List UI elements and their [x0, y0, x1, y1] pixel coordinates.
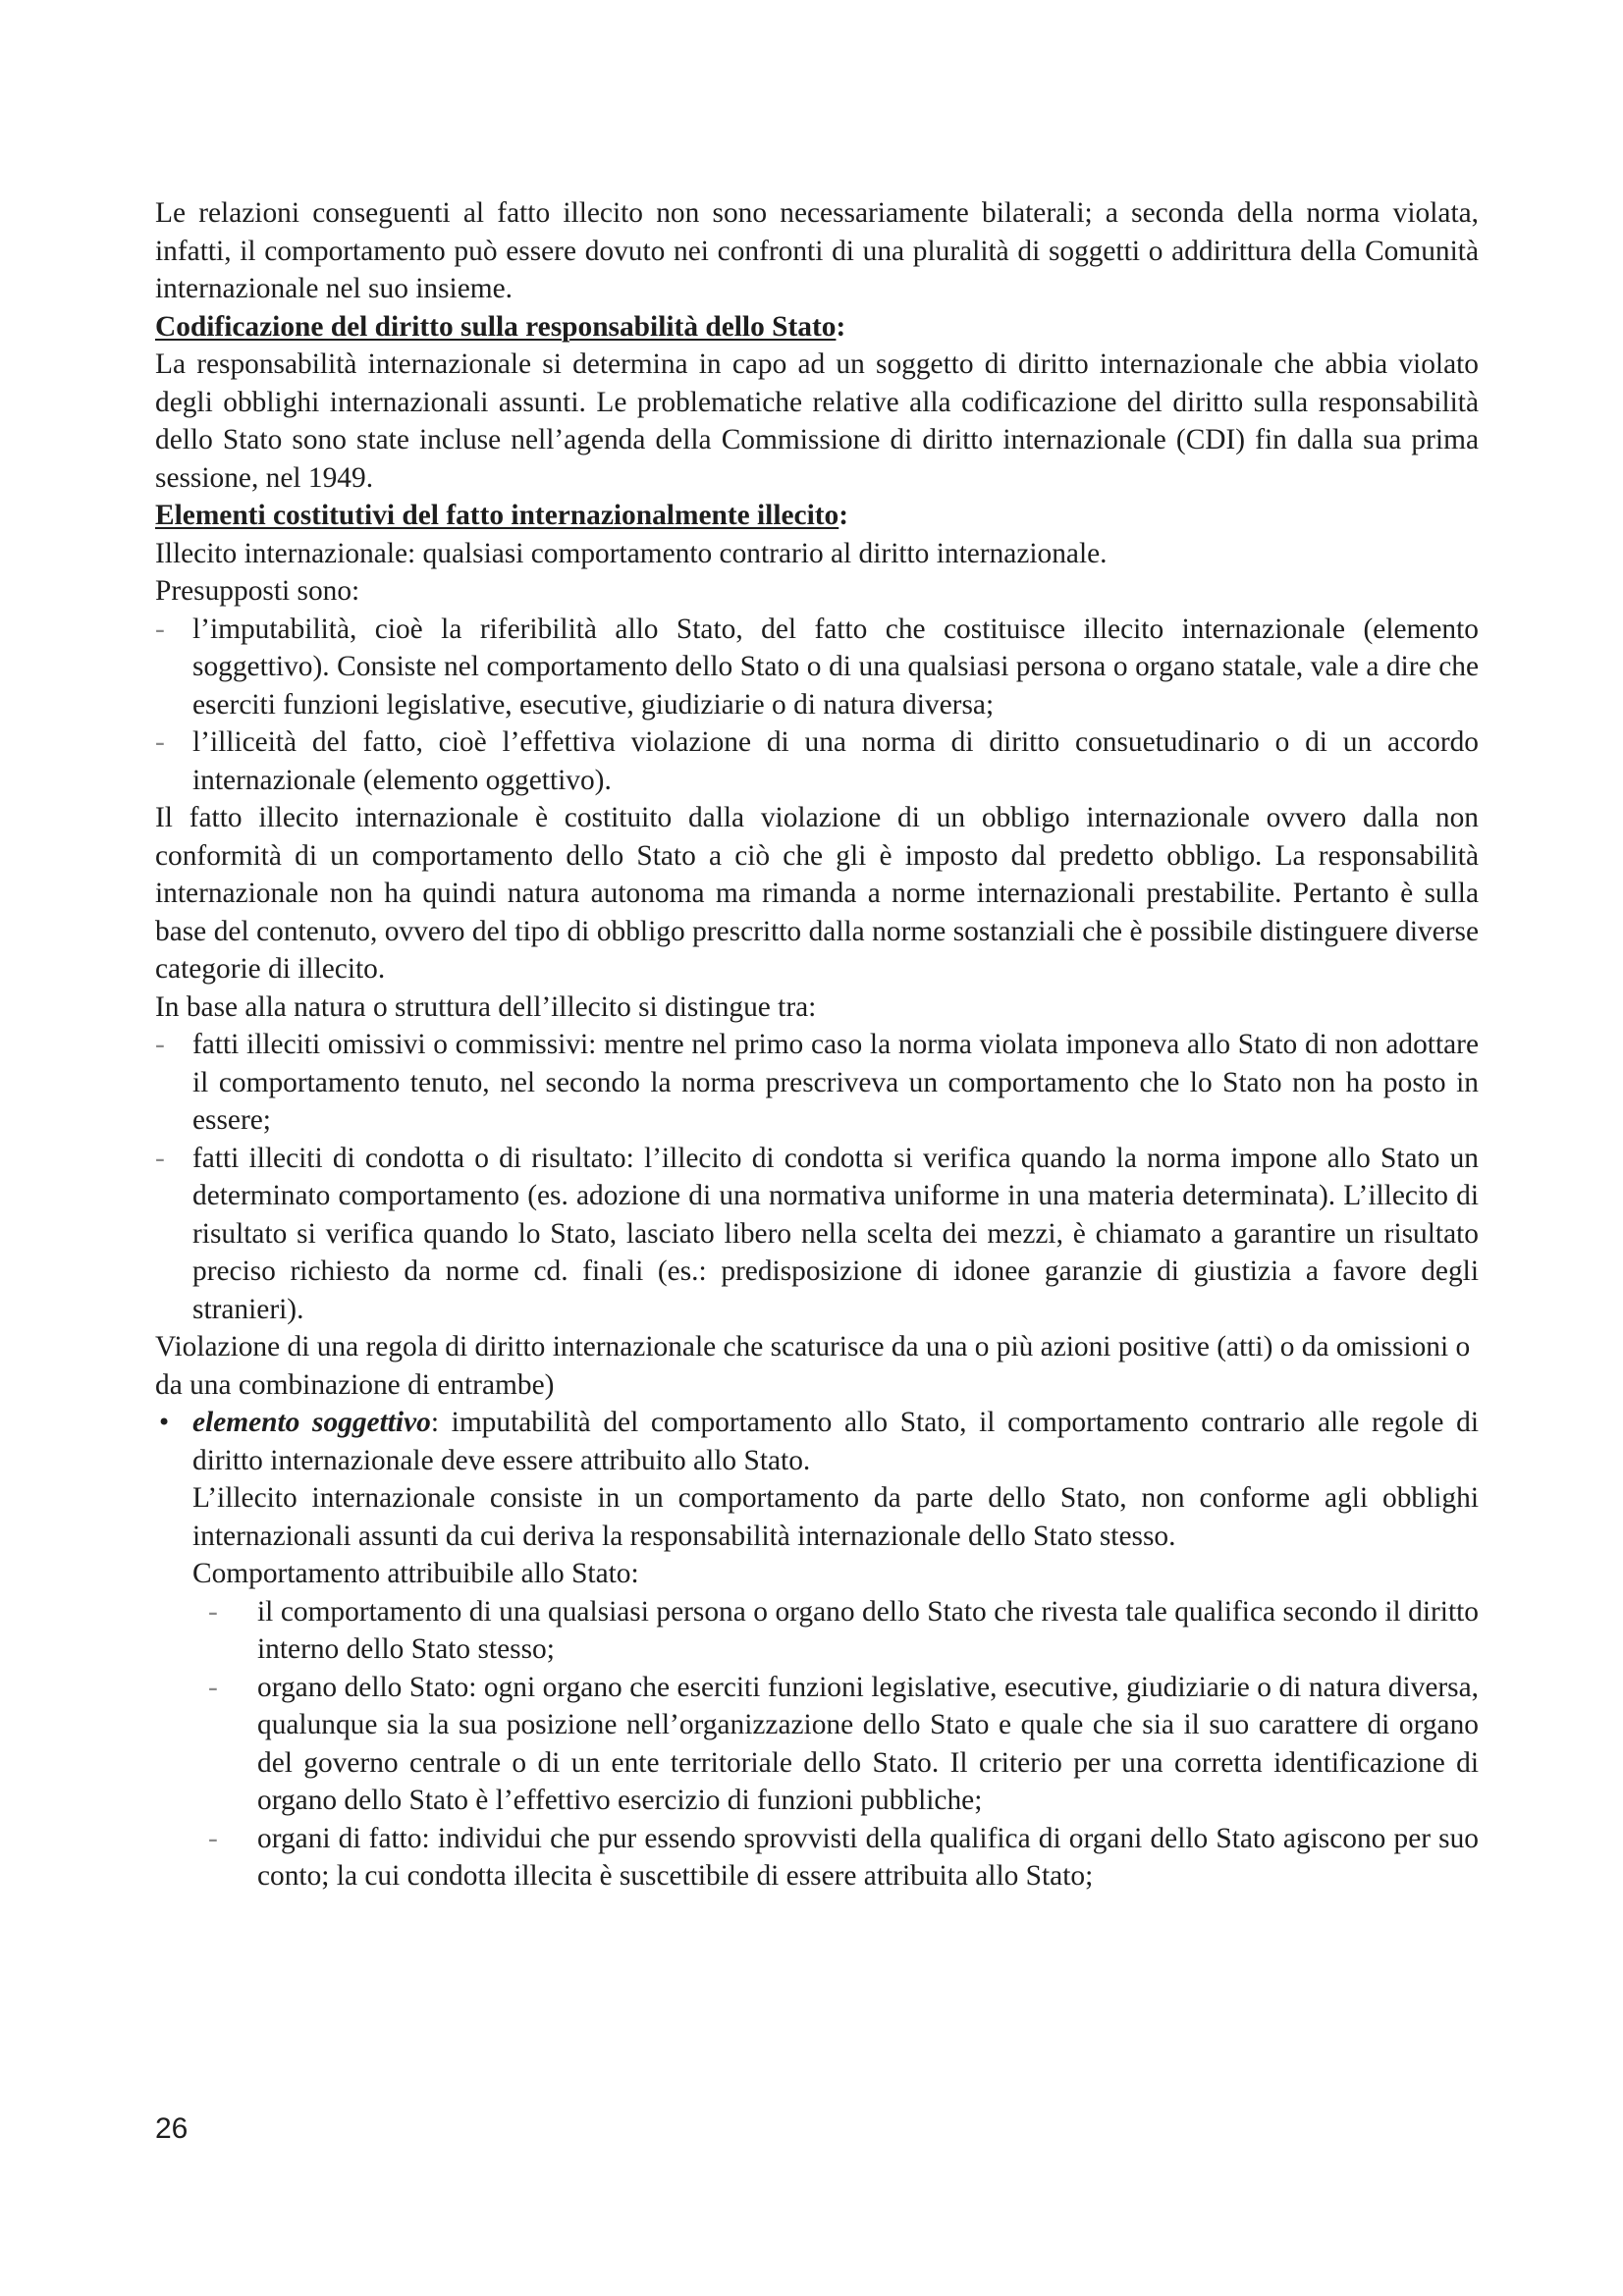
dash-marker: - [155, 1142, 165, 1174]
dash-marker: - [155, 613, 165, 645]
illecito-definition: Illecito internazionale: qualsiasi comportamento contrario al diritto internazionale. [155, 537, 1108, 569]
illecito-paragraph: Il fatto illecito internazionale è costituito dalla violazione di un obbligo internazionale ovvero dalla non conformità di un comportamento dello Stato a ciò che gli è imposto dal predetto obbligo. La responsabilità internazionale non ha quindi natura autonoma ma rimanda a norme internazionali prestabilite. Pertanto è sulla base del contenuto, ovvero del tipo di obbligo prescritto dalla norme sostanziali che è possibile distinguere diverse categorie di illecito. [155, 802, 1479, 985]
bullet-term: elemento soggettivo [192, 1407, 431, 1438]
dash-marker: - [155, 726, 165, 758]
section-heading-codification [155, 308, 1479, 347]
attributable-label: Comportamento attribuibile allo Stato: [192, 1558, 639, 1589]
sub-list-item [192, 1820, 1479, 1896]
sub-list-item [192, 1593, 1479, 1669]
dash-marker: - [208, 1822, 218, 1854]
sub-list-item-text: organo dello Stato: ogni organo che eserciti funzioni legislative, esecutive, giudiziarie o di natura diversa, qualunque sia la sua posizione nell’organizzazione dello Stato e quale che sia il suo carattere di organo del governo centrale o di un ente territoriale dello Stato. Il criterio per una corretta identificazione di organo dello Stato è l’effettivo esercizio di funzioni pubbliche; [257, 1671, 1479, 1816]
page-number: 26 [155, 2112, 189, 2145]
bullet-list-item [155, 1404, 1479, 1479]
sub-list-item [192, 1669, 1479, 1820]
distinction-label: In base alla natura o struttura dell’illecito si distingue tra: [155, 990, 817, 1023]
presupposti-label: Presupposti sono: [155, 575, 360, 607]
bullet-marker: • [157, 1409, 172, 1436]
section-heading-elements-text: Elementi costitutivi del fatto internazionalmente illecito [155, 500, 839, 531]
dash-marker: - [155, 1029, 165, 1060]
bullet-text: : imputabilità del comportamento allo Stato, il comportamento contrario alle regole di diritto internazionale deve essere attribuito allo Stato. [192, 1407, 1479, 1476]
list-item [155, 611, 1479, 724]
violation-paragraph: Violazione di una regola di diritto internazionale che scaturisce da una o più azioni positive (atti) o da omissioni o da una combinazione di entrambe) [155, 1331, 1471, 1401]
sub-list-item-text: il comportamento di una qualsiasi persona o organo dello Stato che rivesta tale qualifica secondo il diritto interno dello Stato stesso; [257, 1595, 1479, 1665]
list-item-text: fatti illeciti omissivi o commissivi: mentre nel primo caso la norma violata imponeva allo Stato di non adottare il comportamento tenuto, nel secondo la norma prescriveva un comportamento che lo Stato non ha posto in essere; [192, 1029, 1479, 1136]
heading-colon: : [839, 500, 849, 531]
intro-paragraph: Le relazioni conseguenti al fatto illecito non sono necessariamente bilaterali; a seconda della norma violata, infatti, il comportamento può essere dovuto nei confronti di una pluralità di soggetti o addirittura della Comunità internazionale nel suo insieme. [155, 197, 1479, 304]
list-item-text: l’illiceità del fatto, cioè l’effettiva violazione di una norma di diritto consuetudinario o di un accordo internazionale (elemento oggettivo). [192, 726, 1479, 796]
list-item [155, 1140, 1479, 1329]
dash-marker: - [208, 1671, 218, 1703]
list-item [155, 723, 1479, 799]
sub-list-item-text: organi di fatto: individui che pur essendo sprovvisti della qualifica di organi dello Stato agiscono per suo conto; la cui condotta illecita è suscettibile di essere attribuita allo Stato; [257, 1822, 1479, 1892]
list-item [155, 1026, 1479, 1140]
heading-colon: : [836, 310, 846, 343]
dash-marker: - [208, 1595, 218, 1628]
document-body [155, 194, 1479, 1896]
section-heading-codification-text: Codificazione del diritto sulla responsabilità dello Stato [155, 310, 837, 343]
codification-paragraph: La responsabilità internazionale si determina in capo ad un soggetto di diritto internazionale che abbia violato degli obblighi internazionali assunti. Le problematiche relative alla codificazione del diritto sulla responsabilità dello Stato sono state incluse nell’agenda della Commissione di diritto internazionale (CDI) fin dalla sua prima sessione, nel 1949. [155, 348, 1479, 494]
bullet-paragraph: L’illecito internazionale consiste in un comportamento da parte dello Stato, non conforme agli obblighi internazionali assunti da cui deriva la responsabilità internazionale dello Stato stesso. [192, 1482, 1479, 1552]
section-heading-elements [155, 497, 1479, 535]
list-item-text: l’imputabilità, cioè la riferibilità allo Stato, del fatto che costituisce illecito internazionale (elemento soggettivo). Consiste nel comportamento dello Stato o di una qualsiasi persona o organo statale, vale a dire che eserciti funzioni legislative, esecutive, giudiziarie o di natura diversa; [192, 613, 1479, 721]
list-item-text: fatti illeciti di condotta o di risultato: l’illecito di condotta si verifica quando la norma impone allo Stato un determinato comportamento (es. adozione di una normativa uniforme in una materia determinata). L’illecito di risultato si verifica quando lo Stato, lasciato libero nella scelta dei mezzi, è chiamato a garantire un risultato preciso richiesto da norme cd. finali (es.: predisposizione di idonee garanzie di giustizia a favore degli stranieri). [192, 1142, 1479, 1325]
